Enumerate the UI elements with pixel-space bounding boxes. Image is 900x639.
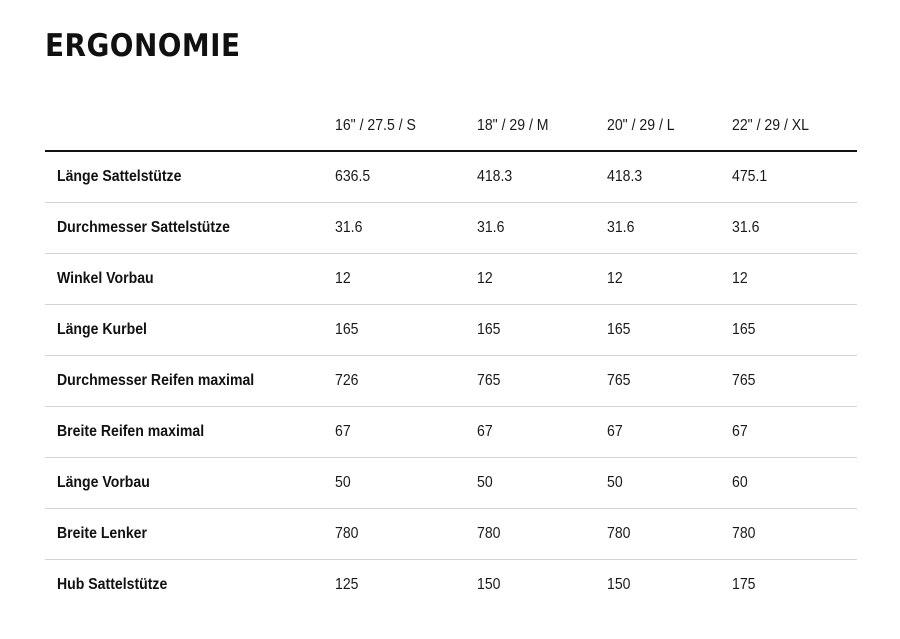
row-label: Hub Sattelstütze [57,576,168,593]
cell-value: 165 [607,305,732,356]
row-label: Breite Reifen maximal [45,407,335,458]
cell-value: 418.3 [607,151,732,203]
row-label: Durchmesser Reifen maximal [45,356,335,407]
table-row [45,151,857,203]
header-size-l: 20" / 29 / L [607,101,732,151]
table-row [45,203,857,254]
cell-value: 765 [732,356,857,407]
cell-value: 67 [335,407,477,458]
header-label-column [45,101,335,151]
cell-value: 475.1 [732,151,857,203]
cell-value: 67 [732,407,857,458]
table-row [45,407,857,458]
cell-value: 780 [607,509,732,560]
cell-value: 31.6 [477,203,607,254]
ergonomics-table [45,101,857,610]
cell-value: 50 [335,458,477,509]
table-header [45,101,857,151]
table-row [45,560,857,611]
cell-value: 165 [335,305,477,356]
cell-value: 765 [607,356,732,407]
cell-value: 418.3 [477,151,607,203]
table-body [45,151,857,610]
cell-value: 636.5 [335,151,477,203]
cell-value: 780 [732,509,857,560]
header-size-xl: 22" / 29 / XL [732,101,857,151]
cell-value: 780 [335,509,477,560]
row-label: Winkel Vorbau [45,254,335,305]
table-row [45,356,857,407]
header-row [45,101,857,151]
cell-value: 12 [732,254,857,305]
table-row [45,458,857,509]
cell-value: 150 [477,576,501,593]
cell-value: 12 [335,254,477,305]
cell-value: 726 [335,356,477,407]
cell-value: 50 [607,458,732,509]
cell-value: 67 [607,407,732,458]
row-label: Länge Vorbau [45,458,335,509]
cell-value: 50 [477,458,607,509]
cell-value: 31.6 [732,203,857,254]
cell-value: 175 [732,576,756,593]
cell-value: 31.6 [607,203,732,254]
cell-value: 780 [477,509,607,560]
cell-value: 31.6 [335,203,477,254]
row-label: Länge Kurbel [45,305,335,356]
row-label: Durchmesser Sattelstütze [45,203,335,254]
row-label: Breite Lenker [45,509,335,560]
table-row [45,305,857,356]
cell-value: 67 [477,407,607,458]
cell-value: 125 [335,576,359,593]
table-row [45,254,857,305]
cell-value: 12 [477,254,607,305]
cell-value: 150 [607,576,631,593]
cell-value: 165 [732,305,857,356]
cell-value: 12 [607,254,732,305]
header-size-s: 16" / 27.5 / S [335,101,477,151]
cell-value: 60 [732,458,857,509]
header-size-m: 18" / 29 / M [477,101,607,151]
row-label: Länge Sattelstütze [45,151,335,203]
cell-value: 165 [477,305,607,356]
page-title: ERGONOMIE [45,28,241,64]
cell-value: 765 [477,356,607,407]
table-row [45,509,857,560]
